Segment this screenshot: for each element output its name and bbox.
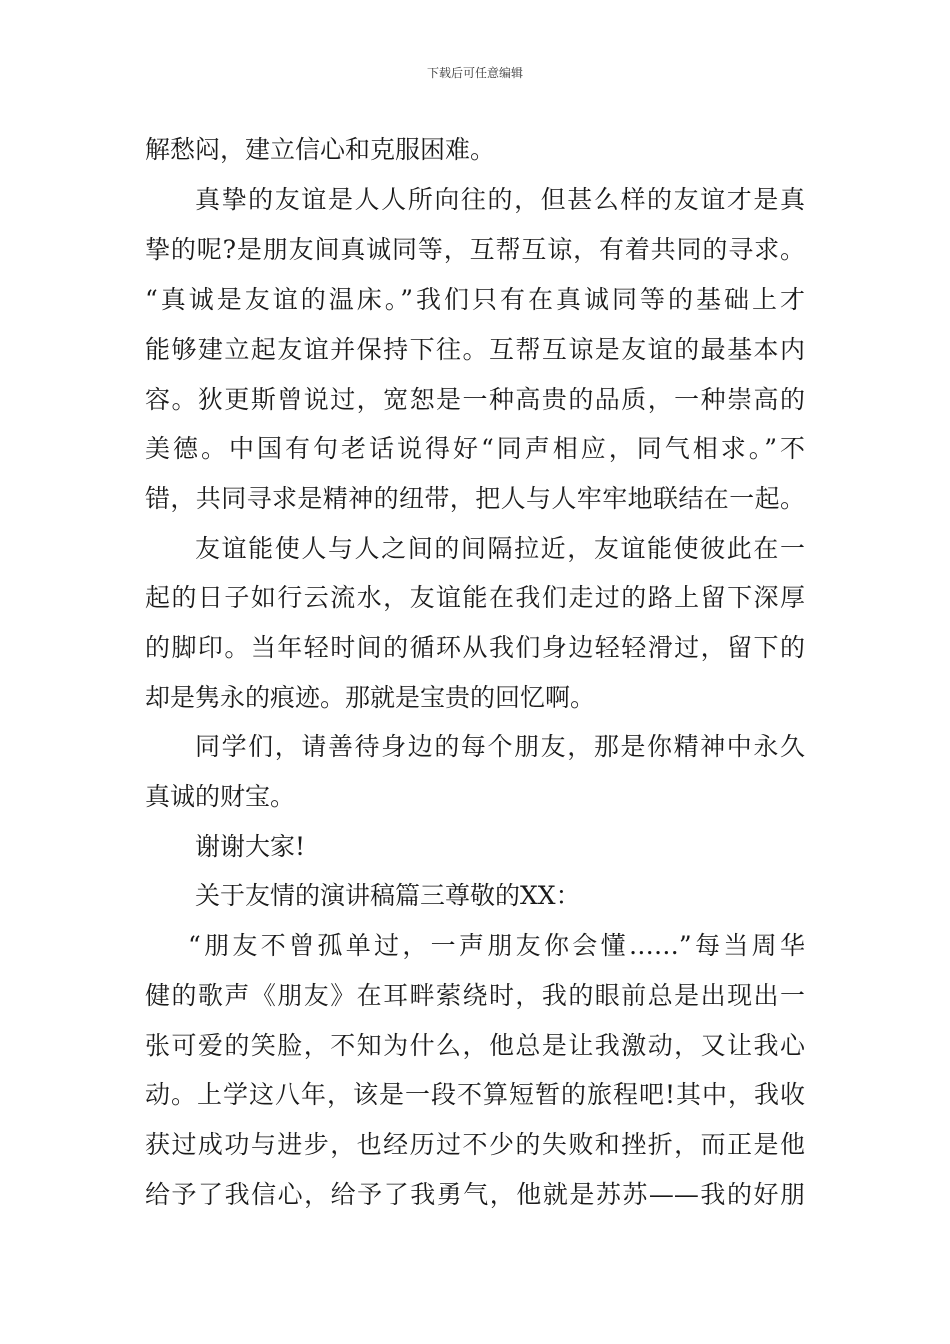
text-line: 张可爱的笑脸，不知为什么，他总是让我激动，又让我心 — [145, 1031, 805, 1060]
text-line: 错，共同寻求是精神的纽带，把人与人牢牢地联结在一起。 — [145, 484, 805, 513]
text-line: 的脚印。当年轻时间的循环从我们身边轻轻滑过，留下的 — [145, 633, 805, 662]
text-line: 真挚的友谊是人人所向往的，但甚么样的友谊才是真 — [195, 185, 805, 214]
text-line: 挚的呢?是朋友间真诚同等，互帮互谅，有着共同的寻求。 — [145, 235, 805, 264]
text-line: 谢谢大家! — [195, 832, 306, 861]
text-line: 给予了我信心，给予了我勇气，他就是苏苏——我的好朋 — [145, 1180, 805, 1209]
text-line: “真诚是友谊的温床。”我们只有在真诚同等的基础上才 — [145, 285, 805, 314]
text-line: 获过成功与进步，也经历过不少的失败和挫折，而正是他 — [145, 1130, 805, 1159]
section-heading: 关于友情的演讲稿篇三尊敬的XX： — [195, 881, 581, 910]
text-line: 真诚的财宝。 — [145, 782, 296, 811]
text-line: 容。狄更斯曾说过，宽恕是一种高贵的品质，一种崇高的 — [145, 385, 805, 414]
text-line: 美德。中国有句老话说得好“同声相应，同气相求。”不 — [145, 434, 805, 463]
text-line: 却是隽永的痕迹。那就是宝贵的回忆啊。 — [145, 683, 596, 712]
text-line: 动。上学这八年，该是一段不算短暂的旅程吧!其中，我收 — [145, 1080, 805, 1109]
text-line: 同学们，请善待身边的每个朋友，那是你精神中永久 — [195, 732, 805, 761]
text-line: 起的日子如行云流水，友谊能在我们走过的路上留下深厚 — [145, 583, 805, 612]
text-line: 解愁闷，建立信心和克服困难。 — [145, 135, 496, 164]
text-line: 健的歌声《朋友》在耳畔萦绕时，我的眼前总是出现出一 — [145, 981, 805, 1010]
text-line: 能够建立起友谊并保持下往。互帮互谅是友谊的最基本内 — [145, 335, 805, 364]
text-line: 友谊能使人与人之间的间隔拉近，友谊能使彼此在一 — [195, 534, 805, 563]
page-header: 下载后可任意编辑 — [426, 66, 523, 80]
text-line: “朋友不曾孤单过，一声朋友你会懂……”每当周华 — [188, 931, 805, 960]
